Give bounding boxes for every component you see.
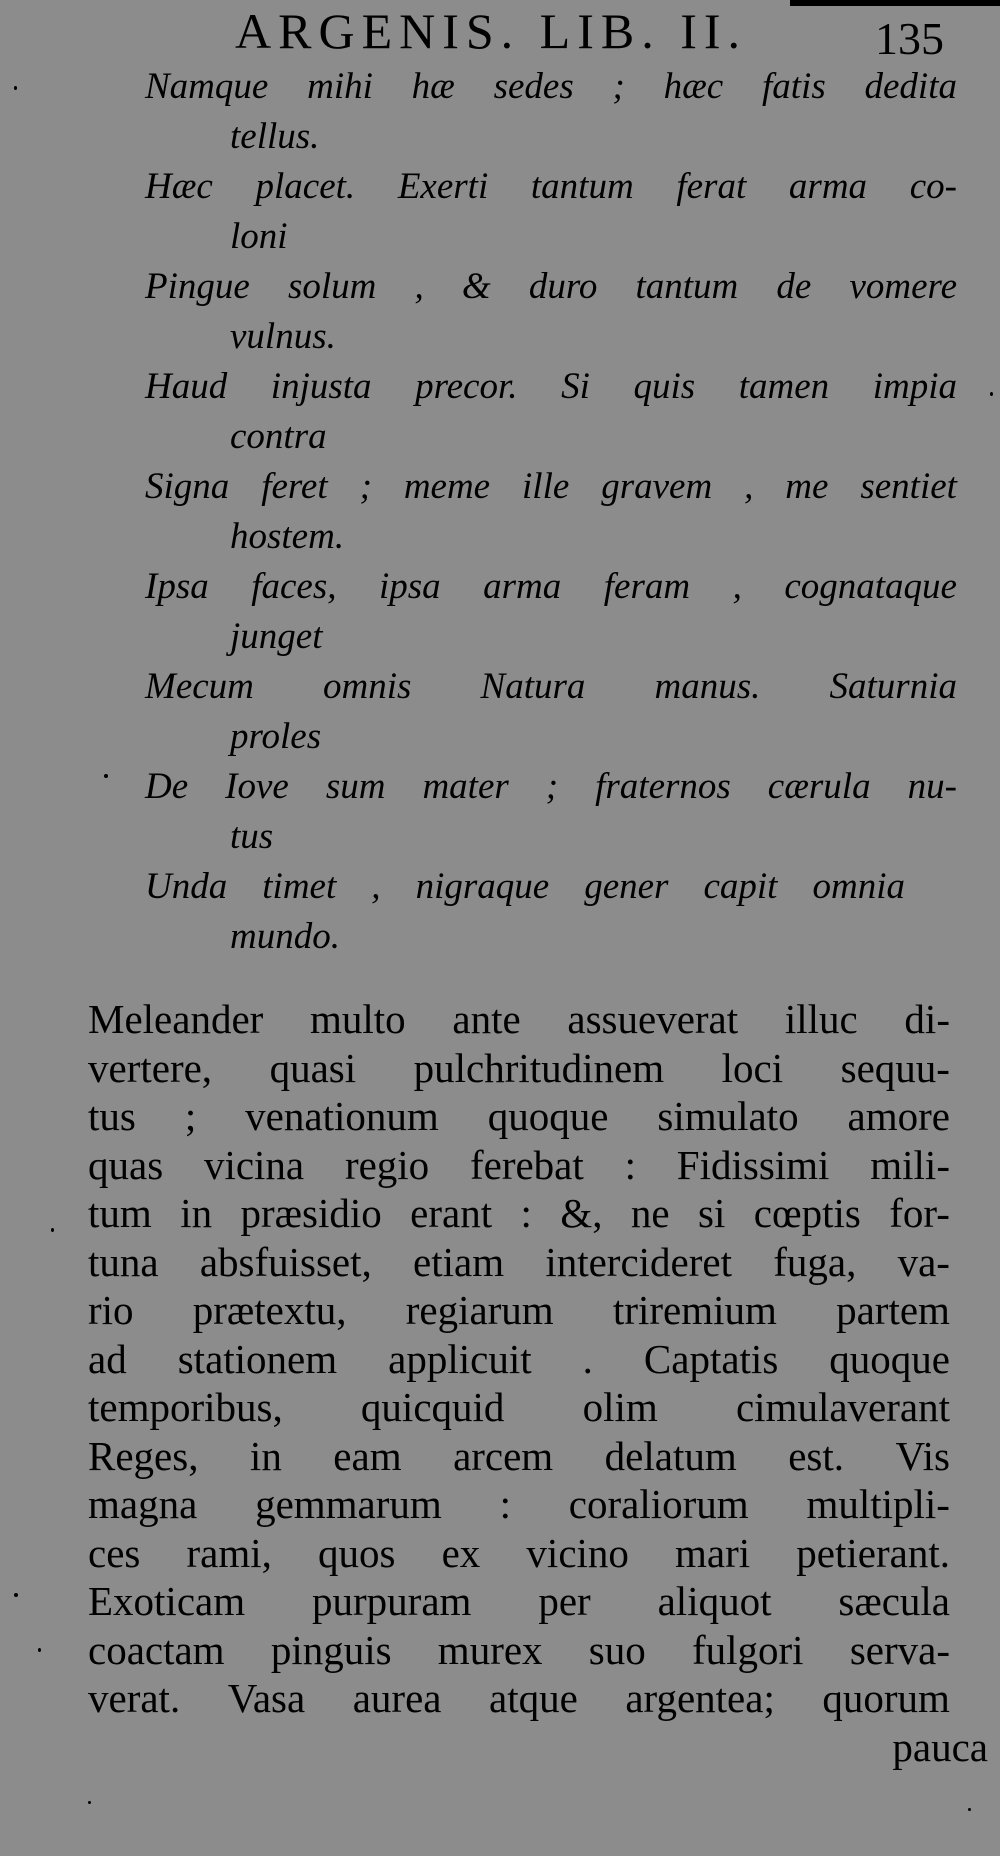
prose-word: ferebat xyxy=(469,1141,584,1188)
prose-word: quasi xyxy=(269,1044,357,1091)
verse-line xyxy=(145,862,905,912)
prose-word: quos xyxy=(318,1529,396,1576)
prose-word: rami, xyxy=(186,1529,272,1576)
prose-line xyxy=(88,1383,950,1432)
verse-continuation-line: tellus. xyxy=(230,116,320,157)
prose-line xyxy=(88,1238,950,1287)
verse-continuation-line: mundo. xyxy=(230,916,340,957)
prose-word: stationem xyxy=(177,1335,338,1382)
verse-word: ; xyxy=(545,766,559,807)
prose-word: pinguis xyxy=(270,1626,392,1673)
verse-word: fraternos xyxy=(595,766,731,807)
ink-speck xyxy=(968,1808,971,1811)
verse-word: nu- xyxy=(907,766,957,807)
verse-word: Namque xyxy=(145,66,269,107)
prose-word: amore xyxy=(847,1093,950,1139)
prose-word: regio xyxy=(344,1141,430,1188)
verse-word: placet. xyxy=(255,166,356,207)
prose-word: serva- xyxy=(849,1626,950,1673)
prose-word: intercideret xyxy=(545,1238,732,1285)
verse-line xyxy=(145,562,957,612)
prose-word: applicuit xyxy=(388,1335,532,1382)
prose-word: coactam xyxy=(88,1626,225,1673)
prose-word: petierant. xyxy=(796,1529,950,1576)
verse-word: quis xyxy=(633,366,696,407)
prose-word: va- xyxy=(897,1238,950,1285)
verse-word: Signa xyxy=(145,466,230,507)
prose-word: Exoticam xyxy=(88,1578,246,1624)
verse-word: mater xyxy=(422,766,509,807)
prose-word: sequu- xyxy=(840,1044,950,1091)
verse-continuation-line: loni xyxy=(230,216,288,257)
prose-word: : xyxy=(520,1190,532,1236)
prose-word: per xyxy=(538,1578,591,1624)
prose-word: ad xyxy=(88,1335,127,1382)
ink-speck xyxy=(14,86,17,90)
verse-word: ipsa xyxy=(378,566,441,607)
verse-word: ferat xyxy=(676,166,747,207)
prose-word: : xyxy=(499,1481,511,1527)
verse-word: de xyxy=(776,266,812,307)
prose-word: triremium xyxy=(612,1287,777,1333)
prose-word: coraliorum xyxy=(568,1481,749,1527)
verse-line xyxy=(145,662,957,712)
verse-word: arma xyxy=(788,166,868,207)
prose-word: arcem xyxy=(453,1432,554,1479)
verse-word: me xyxy=(785,466,829,507)
verse-word: ille xyxy=(522,466,570,507)
verse-word: arma xyxy=(483,566,562,607)
verse-word: , xyxy=(371,866,381,907)
prose-word: cœptis xyxy=(753,1190,861,1236)
prose-word: regiarum xyxy=(405,1287,554,1333)
prose-word: fulgori xyxy=(691,1626,804,1673)
prose-word: eam xyxy=(333,1432,402,1479)
prose-line xyxy=(88,1189,950,1238)
prose-word: suo xyxy=(588,1626,646,1673)
verse-word: sedes xyxy=(493,66,574,107)
verse-word: Saturnia xyxy=(829,666,957,707)
prose-word: ne xyxy=(630,1190,670,1236)
prose-word: in xyxy=(180,1190,213,1236)
prose-word: &, xyxy=(560,1190,603,1236)
prose-word: venationum xyxy=(245,1093,439,1139)
verse-line xyxy=(145,162,957,212)
prose-line xyxy=(88,1286,950,1335)
prose-word: vicina xyxy=(203,1141,305,1188)
verse-word: feret xyxy=(261,466,328,507)
verse-continuation-line: vulnus. xyxy=(230,316,336,357)
verse-continuation-line: junget xyxy=(230,616,323,657)
prose-word: vertere, xyxy=(88,1044,213,1091)
prose-word: erant xyxy=(410,1190,493,1236)
prose-word: Meleander xyxy=(88,996,264,1042)
prose-word: ante xyxy=(452,996,521,1042)
prose-word: vicino xyxy=(526,1529,629,1576)
prose-word: di- xyxy=(904,996,950,1042)
prose-word: etiam xyxy=(413,1238,505,1285)
prose-word: tuna xyxy=(88,1238,159,1285)
prose-word: verat. xyxy=(88,1675,181,1721)
ink-speck xyxy=(104,774,108,778)
prose-line xyxy=(88,1335,950,1384)
verse-block xyxy=(145,62,975,962)
verse-continuation-line: proles xyxy=(230,716,322,757)
prose-word: mari xyxy=(675,1529,751,1576)
prose-word: præsidio xyxy=(240,1190,382,1236)
prose-word: multo xyxy=(310,996,406,1042)
verse-word: cærula xyxy=(767,766,871,807)
prose-word: delatum xyxy=(604,1432,737,1479)
prose-word: loci xyxy=(721,1044,784,1091)
verse-word: , xyxy=(744,466,754,507)
prose-word: cimulaverant xyxy=(735,1384,950,1430)
verse-line xyxy=(145,262,957,312)
prose-line xyxy=(88,1529,950,1578)
verse-word: precor. xyxy=(415,366,518,407)
prose-line xyxy=(88,1674,950,1723)
verse-word: injusta xyxy=(270,366,372,407)
verse-word: faces, xyxy=(251,566,337,607)
prose-word: quoque xyxy=(829,1335,950,1382)
prose-word: murex xyxy=(437,1626,543,1673)
prose-word: temporibus, xyxy=(88,1384,283,1430)
verse-word: , xyxy=(732,566,742,607)
verse-word: vomere xyxy=(849,266,957,307)
verse-word: cognataque xyxy=(784,566,957,607)
prose-word: mili- xyxy=(870,1141,950,1188)
prose-word: quas xyxy=(88,1141,164,1188)
ink-speck xyxy=(38,1648,41,1652)
prose-word: pulchritudinem xyxy=(413,1044,665,1091)
prose-word: magna xyxy=(88,1481,198,1527)
verse-word: ; xyxy=(612,66,625,107)
verse-line xyxy=(145,462,957,512)
prose-word: simulato xyxy=(657,1093,799,1139)
verse-word: Hæc xyxy=(145,166,213,207)
prose-word: atque xyxy=(489,1675,578,1721)
prose-word: ces xyxy=(88,1529,141,1576)
verse-word: Pingue xyxy=(145,266,250,307)
verse-word: Mecum xyxy=(145,666,254,707)
prose-word: si xyxy=(698,1190,726,1236)
verse-word: Iove xyxy=(225,766,289,807)
ink-speck xyxy=(51,1228,54,1232)
verse-word: feram xyxy=(603,566,691,607)
verse-continuation-line: hostem. xyxy=(230,516,345,557)
ink-speck xyxy=(14,1593,18,1597)
prose-word: for- xyxy=(889,1190,950,1236)
prose-word: aliquot xyxy=(657,1578,772,1624)
prose-word: est. xyxy=(788,1432,845,1479)
verse-word: dedita xyxy=(864,66,957,107)
verse-word: capit xyxy=(703,866,778,907)
verse-word: tantum xyxy=(530,166,634,207)
verse-word: tantum xyxy=(635,266,739,307)
verse-word: Unda xyxy=(145,866,228,907)
prose-line xyxy=(88,1092,950,1141)
prose-word: argentea; xyxy=(625,1675,775,1721)
prose-word: tus xyxy=(88,1093,136,1139)
prose-line xyxy=(88,1480,950,1529)
prose-word: quicquid xyxy=(360,1384,505,1430)
verse-word: manus. xyxy=(654,666,761,707)
prose-word: : xyxy=(624,1141,636,1188)
verse-line xyxy=(145,762,957,812)
prose-line xyxy=(88,1626,950,1675)
verse-word: , xyxy=(414,266,424,307)
verse-word: sum xyxy=(325,766,386,807)
page-number: 135 xyxy=(875,13,944,64)
prose-word: ; xyxy=(184,1093,197,1139)
verse-word: hæc xyxy=(663,66,724,107)
prose-line xyxy=(88,1432,950,1481)
prose-word: multipli- xyxy=(806,1481,950,1527)
verse-word: Haud xyxy=(145,366,228,407)
verse-word: duro xyxy=(528,266,598,307)
prose-block xyxy=(88,995,988,1771)
verse-line xyxy=(145,62,957,112)
prose-word: partem xyxy=(836,1287,950,1333)
verse-continuation-line: tus xyxy=(230,816,274,857)
prose-word: olim xyxy=(582,1384,658,1430)
verse-word: hæ xyxy=(411,66,455,107)
prose-catchword: pauca xyxy=(892,1723,988,1770)
page-header xyxy=(235,0,995,66)
verse-continuation-line: contra xyxy=(230,416,327,457)
prose-word: purpuram xyxy=(312,1578,472,1624)
prose-word: ex xyxy=(441,1529,481,1576)
verse-word: tamen xyxy=(738,366,830,407)
verse-word: Si xyxy=(561,366,590,407)
prose-word: Vis xyxy=(895,1432,950,1479)
verse-word: mihi xyxy=(307,66,373,107)
prose-word: Reges, xyxy=(88,1432,199,1479)
prose-word: quoque xyxy=(487,1093,609,1139)
prose-word: sæcula xyxy=(838,1578,950,1624)
verse-word: meme xyxy=(403,466,491,507)
prose-word: gemmarum xyxy=(255,1481,442,1527)
verse-word: Ipsa xyxy=(145,566,209,607)
prose-word: tum xyxy=(88,1190,152,1236)
prose-line xyxy=(88,1044,950,1093)
ink-speck xyxy=(990,392,993,396)
prose-word: aurea xyxy=(352,1675,442,1721)
prose-word: . xyxy=(582,1335,593,1382)
verse-word: nigraque xyxy=(415,866,550,907)
prose-word: quorum xyxy=(822,1675,950,1721)
verse-word: omnia xyxy=(812,866,905,907)
verse-word: fatis xyxy=(761,66,826,107)
prose-word: absfuisset, xyxy=(199,1238,372,1285)
prose-word: Vasa xyxy=(227,1675,306,1721)
prose-word: prætextu, xyxy=(192,1287,347,1333)
verse-word: Natura xyxy=(480,666,586,707)
prose-word: rio xyxy=(88,1287,134,1333)
verse-word: De xyxy=(145,766,189,807)
verse-line xyxy=(145,362,957,412)
verse-word: gener xyxy=(584,866,669,907)
verse-word: co- xyxy=(909,166,957,207)
prose-word: assueverat xyxy=(567,996,739,1042)
running-head: ARGENIS. LIB. II. xyxy=(235,3,748,59)
prose-line xyxy=(88,1577,950,1626)
verse-word: solum xyxy=(287,266,377,307)
verse-word: timet xyxy=(262,866,337,907)
prose-word: Fidissimi xyxy=(676,1141,830,1188)
verse-word: omnis xyxy=(323,666,412,707)
verse-word: Exerti xyxy=(397,166,489,207)
verse-word: gravem xyxy=(601,466,713,507)
prose-word: illuc xyxy=(784,996,858,1042)
prose-line xyxy=(88,1141,950,1190)
prose-word: in xyxy=(249,1432,282,1479)
verse-word: impia xyxy=(872,366,957,407)
prose-word: fuga, xyxy=(773,1238,857,1285)
verse-word: sentiet xyxy=(860,466,957,507)
prose-word: Captatis xyxy=(643,1335,779,1382)
verse-word: ; xyxy=(359,466,372,507)
verse-word: & xyxy=(461,266,491,307)
prose-line xyxy=(88,995,950,1044)
ink-speck xyxy=(88,1801,91,1804)
